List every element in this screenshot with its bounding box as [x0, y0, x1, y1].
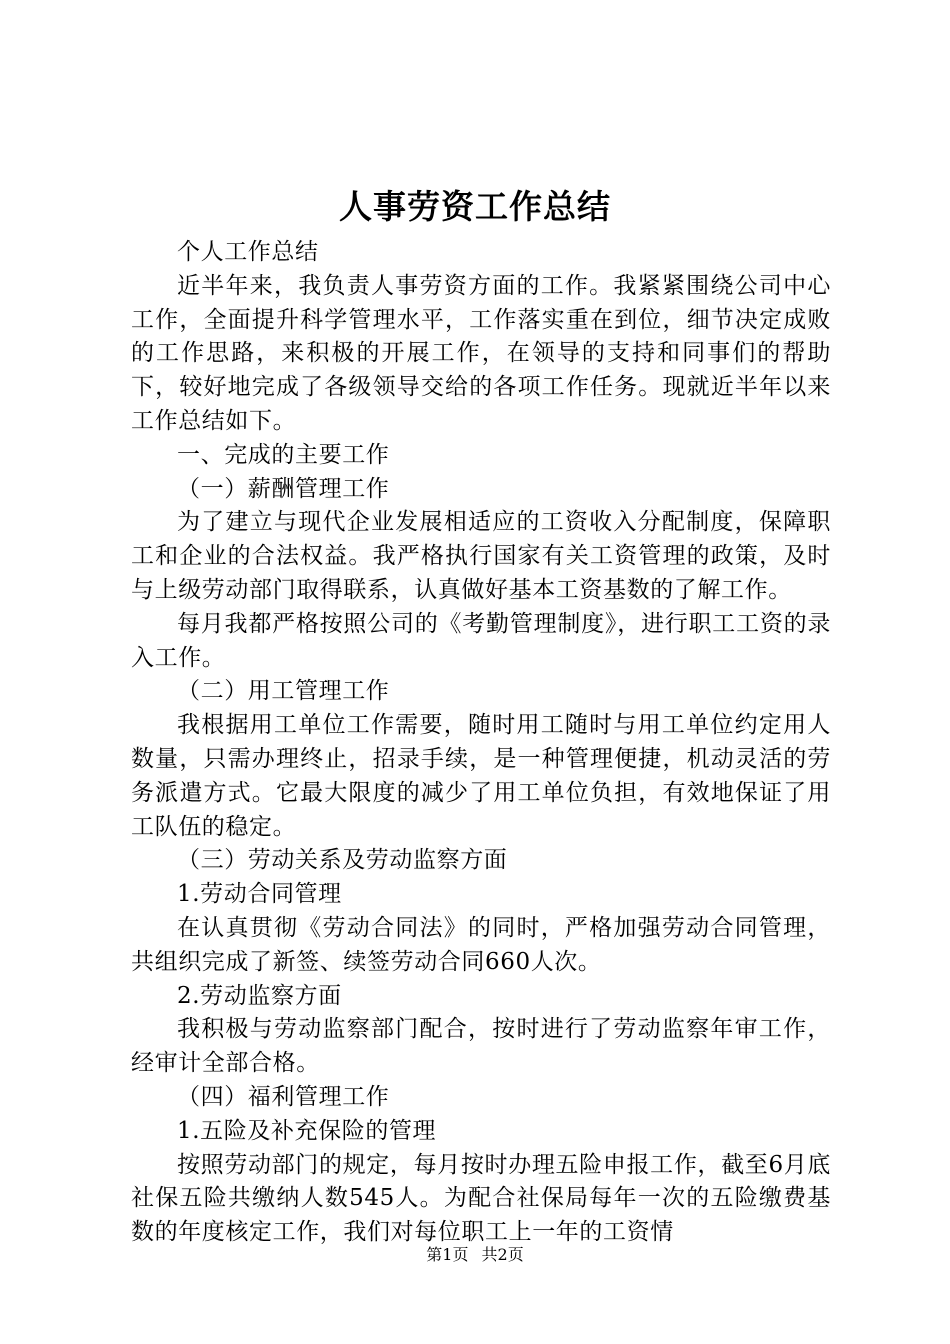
paragraph-salary-policy: 为了建立与现代企业发展相适应的工资收入分配制度，保障职工和企业的合法权益。我严格执行国家有关工资管理的政策，及时与上级劳动部门取得联系，认真做好基本工资基数的了解工作。 — [131, 509, 831, 603]
subsection-heading-labor-relations: （三）劳动关系及劳动监察方面 — [177, 847, 508, 874]
page-number-current: 第1页 — [426, 1245, 469, 1264]
paragraph-inspection: 我积极与劳动监察部门配合，按时进行了劳动监察年审工作，经审计全部合格。 — [131, 1016, 831, 1077]
paragraph-insurance: 按照劳动部门的规定，每月按时办理五险申报工作，截至6月底社保五险共缴纳人数545人。为配合社保局每年一次的五险缴费基数的年度核定工作，我们对每位职工上一年的工资情 — [131, 1151, 831, 1246]
paragraph-contract: 在认真贯彻《劳动合同法》的同时，严格加强劳动合同管理，共组织完成了新签、续签劳动合同660人次。 — [131, 914, 831, 975]
document-title: 人事劳资工作总结 — [339, 187, 611, 226]
page-footer — [0, 1244, 950, 1266]
paragraph-heading-personal-summary: 个人工作总结 — [177, 239, 319, 265]
paragraph-salary-attendance: 每月我都严格按照公司的《考勤管理制度》，进行职工工资的录入工作。 — [131, 610, 831, 671]
document-body — [131, 236, 831, 1250]
page-number-total: 共2页 — [481, 1245, 524, 1264]
subsection-heading-welfare: （四）福利管理工作 — [177, 1083, 390, 1110]
subsection-heading-employment: （二）用工管理工作 — [177, 678, 390, 705]
item-heading-insurance: 1.五险及补充保险的管理 — [177, 1117, 437, 1144]
paragraph-employment: 我根据用工单位工作需要，随时用工随时与用工单位约定用人数量，只需办理终止，招录手续，是一种管理便捷，机动灵活的劳务派遣方式。它最大限度的减少了用工单位负担，有效地保证了用工队伍的稳定。 — [131, 712, 831, 840]
paragraph-intro: 近半年来，我负责人事劳资方面的工作。我紧紧围绕公司中心工作，全面提升科学管理水平，工作落实重在到位，细节决定成败的工作思路，来积极的开展工作，在领导的支持和同事们的帮助下，较好地完成了各级领导交给的各项工作任务。现就近半年以来工作总结如下。 — [131, 272, 831, 434]
section-heading-main-work: 一、完成的主要工作 — [177, 441, 390, 468]
item-heading-inspection: 2.劳动监察方面 — [177, 982, 342, 1009]
item-heading-contract: 1.劳动合同管理 — [177, 881, 342, 908]
subsection-heading-salary: （一）薪酬管理工作 — [177, 475, 390, 502]
